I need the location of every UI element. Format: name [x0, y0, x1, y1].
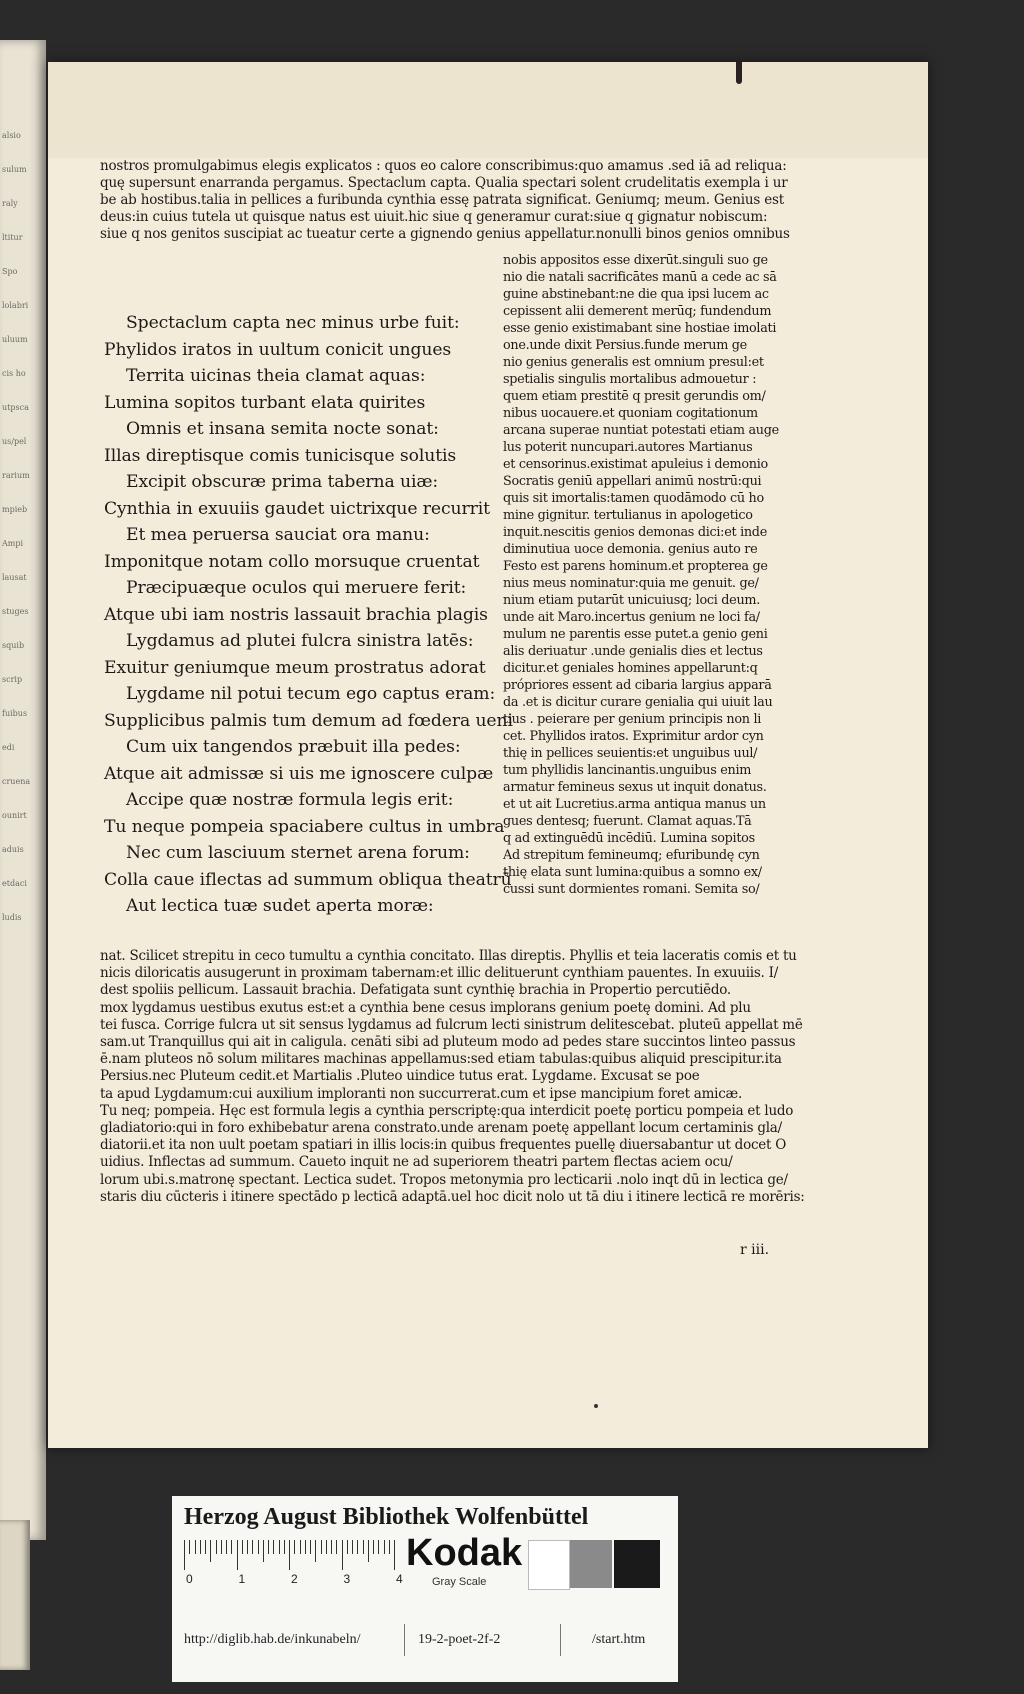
verse-line: Illas direptisque comis tunicisque solutis	[104, 445, 457, 466]
kodak-logo: Kodak	[406, 1532, 523, 1574]
ruler-tick	[237, 1540, 238, 1570]
ruler-tick	[315, 1540, 316, 1562]
ruler-number: 3	[343, 1572, 351, 1586]
catalog-url[interactable]: http://diglib.hab.de/inkunabeln/	[184, 1632, 361, 1647]
ruler-tick	[321, 1540, 322, 1554]
verse-line: Lygdamus ad plutei fulcra sinistra latēs:	[126, 631, 474, 651]
margin-fragment: raly	[2, 199, 18, 208]
text-line: nostros promulgabimus elegis explicatos : quos eo calore conscribimus:quo amamus .sed iā ad reliqua:	[100, 158, 787, 174]
text-line: lorum ubi.s.matronę spectant. Lectica sudet. Tropos metonymia pro lecticarii .nolo inqt dū in lectica ge/	[100, 1171, 788, 1188]
text-line: quę supersunt enarranda pergamus. Spectaclum capta. Qualia spectari solent crudelitatis exempla i ur	[100, 175, 788, 191]
margin-fragment: squib	[2, 641, 25, 650]
text-line: uidius. Inflectas ad summum. Caueto inquit ne ad superiorem theatri partem flectas aciem ocu/	[100, 1154, 733, 1171]
margin-fragment: ludis	[2, 913, 22, 922]
text-line: diatorii.et ita non uult poetam spatiari in illis locis:in quibus frequentes puellę diuersabantur ut docet O	[100, 1137, 787, 1154]
text-line: ē.nam pluteos nō solum militares machinas appellamus:sed etiam tabulas:quibus aliquid prescipitur.ita	[100, 1051, 782, 1068]
ruler-tick	[268, 1540, 269, 1554]
verse-line: Cynthia in exuuiis gaudet uictrixque recurrit	[104, 498, 490, 519]
ruler-tick	[310, 1540, 311, 1554]
verse-line: Cum uix tangendos præbuit illa pedes:	[126, 737, 461, 757]
commentary-line: spetialis singulis mortalibus admouetur :	[503, 372, 757, 387]
commentary-line: dicitur.et geniales homines appellarunt:q	[503, 661, 758, 676]
text-line: Persius.nec Pluteum cedit.et Martialis .Pluteo uindice tutus erat. Lygdame. Excusat se poe	[100, 1068, 700, 1085]
ruler-tick	[284, 1540, 285, 1554]
ruler-tick	[200, 1540, 201, 1554]
commentary-line: gues dentesq; fuerunt. Clamat aquas.Tā	[503, 814, 752, 829]
verse-line: Lumina sopitos turbant elata quirites	[104, 392, 426, 413]
ruler-tick	[326, 1540, 327, 1554]
commentary-line: Festo est parens hominum.et propterea ge	[503, 559, 768, 574]
commentary-line: quem etiam prestitē q presit gerundis om/	[503, 389, 766, 404]
verse-line: Imponitque notam collo morsuque cruentat	[104, 551, 480, 572]
shelfmark: 19-2-poet-2f-2	[418, 1632, 501, 1647]
ruler-tick	[305, 1540, 306, 1554]
verse-line: Territa uicinas theia clamat aquas:	[126, 366, 426, 386]
commentary-line: thię in pellices seuientis:et unguibus uul/	[503, 746, 758, 761]
catalog-row	[172, 1620, 678, 1660]
commentary-line: nio genius generalis est omnium presul:et	[503, 355, 764, 370]
ruler-tick	[373, 1540, 374, 1554]
ruler-tick	[221, 1540, 222, 1554]
commentary-line: Ad strepitum femineumq; efuribundę cyn	[503, 848, 760, 863]
ruler-tick	[384, 1540, 385, 1554]
margin-fragment: cis ho	[2, 369, 26, 378]
verse-line: Tu neque pompeia spaciabere cultus in umbra	[104, 816, 505, 837]
ruler-tick	[347, 1540, 348, 1554]
commentary-line: nium etiam putarūt unicuiusq; loci deum.	[503, 593, 760, 608]
text-line: Tu neq; pompeia. Hęc est formula legis a cynthia perscriptę:qua interdicit poetę porticu pompeia et ludo	[100, 1102, 794, 1119]
ruler-tick	[357, 1540, 358, 1554]
text-line: gladiatorio:qui in foro exhibebatur arena constrato.unde arenam poetę appellant locum certaminis gla/	[100, 1120, 782, 1137]
margin-fragment: stuges	[2, 607, 29, 616]
ruler-tick	[289, 1540, 290, 1570]
commentary-line: esse genio existimabant sine hostiae imolati	[503, 321, 777, 336]
margin-fragment: aduis	[2, 845, 24, 854]
commentary-line: diminutiua uoce demonia. genius auto re	[503, 542, 758, 557]
margin-fragment: us/pel	[2, 437, 27, 446]
verse-line: Phylidos iratos in uultum conicit ungues	[104, 339, 452, 360]
margin-fragment: Ampi	[2, 539, 24, 548]
page-dot	[594, 1404, 598, 1408]
bottom-commentary	[100, 948, 870, 1206]
verse-line: Aut lectica tuæ sudet aperta moræ:	[126, 896, 434, 916]
commentary-line: armatur femineus sexus ut inquit donatus.	[503, 780, 767, 795]
verse-line: Præcipuæque oculos qui meruere ferit:	[126, 578, 467, 598]
commentary-line: tius . peierare per genium principis non li	[503, 712, 762, 727]
text-line: tei fusca. Corrige fulcra ut sit sensus lygdamus ad fulcrum lecti sinistrum delitescebat. pluteū appellat mē	[100, 1016, 803, 1033]
commentary-line: nibus uocauere.et quoniam cogitationum	[503, 406, 758, 421]
ruler-tick	[378, 1540, 379, 1554]
ruler-number: 1	[238, 1572, 246, 1586]
text-line: staris diu cūcteris i itinere spectādo p lecticā adaptā.uel hoc dicit nolo ut tā diu i itinere lecticā re morēris:	[100, 1188, 805, 1205]
text-line: dest spoliis pellicum. Lassauit brachia. Defatigata sunt cynthię brachia in Propertio percutiēdo.	[100, 982, 731, 999]
text-line: sam.ut Tranquillus qui ait in caligula. cenāti sibi ad pluteum modo ad pedes stare succintos linteo passus	[100, 1034, 796, 1051]
commentary-line: alis deriuatur .unde genialis dies et lectus	[503, 644, 763, 659]
margin-fragment: fuibus	[2, 709, 28, 718]
ruler-tick	[389, 1540, 390, 1554]
commentary-line: et censorinus.existimat apuleius i demonio	[503, 457, 768, 472]
verse-line: Nec cum lasciuum sternet arena forum:	[126, 843, 470, 863]
verse-line: Atque ubi iam nostris lassauit brachia plagis	[104, 604, 488, 625]
start-link[interactable]: /start.htm	[592, 1632, 646, 1647]
margin-fragment: lausat	[2, 573, 27, 582]
ruler-number: 0	[186, 1572, 193, 1586]
commentary-line: one.unde dixit Persius.funde merum ge	[503, 338, 747, 353]
commentary-line: nius meus nominatur:quia me genuit. ge/	[503, 576, 759, 591]
verse-line: Spectaclum capta nec minus urbe fuit:	[126, 313, 460, 333]
margin-fragment: sulum	[2, 165, 27, 174]
commentary-line: tum phyllidis lancinantis.unguibus enim	[503, 763, 752, 778]
manuscript-page	[48, 62, 928, 1448]
verse-line: Atque ait admissæ si uis me ignoscere culpæ	[104, 763, 494, 784]
margin-fragment: etdaci	[2, 879, 27, 888]
scale-ruler	[184, 1540, 402, 1588]
ruler-tick	[363, 1540, 364, 1554]
ruler-tick	[195, 1540, 196, 1554]
ruler-tick	[242, 1540, 243, 1554]
commentary-line: lus poterit nuncupari.autores Martianus	[503, 440, 753, 455]
margin-fragment: scrip	[2, 675, 23, 684]
text-line: mox lygdamus uestibus exutus est:et a cynthia bene cesus implorans genium poetę domini. Ad plu	[100, 999, 751, 1016]
ruler-tick	[300, 1540, 301, 1554]
page-body	[48, 62, 928, 1448]
ruler-tick	[394, 1540, 395, 1570]
ruler-tick	[231, 1540, 232, 1554]
ruler-tick	[247, 1540, 248, 1554]
margin-fragment: cruena	[2, 777, 31, 786]
commentary-line: cussi sunt dormientes romani. Semita so/	[503, 882, 760, 897]
margin-fragment: lolabri	[2, 301, 29, 310]
ruler-tick	[210, 1540, 211, 1562]
margin-fragment: Spo	[2, 267, 18, 276]
side-commentary	[503, 252, 858, 898]
ruler-number: 4	[396, 1572, 403, 1586]
signature-mark: r iii.	[740, 1242, 770, 1258]
commentary-line: quis sit imortalis:tamen quodāmodo cū ho	[503, 491, 764, 506]
verse-line: Supplicibus palmis tum demum ad fœdera ueni	[104, 710, 513, 731]
text-line: nicis diloricatis ausugerunt in proximam tabernam:et illic delituerunt cynthiam pauentes. In exuuiis. I/	[100, 965, 779, 982]
ruler-tick	[352, 1540, 353, 1554]
library-title: Herzog August Bibliothek Wolfenbüttel	[184, 1504, 589, 1530]
commentary-line: arcana superae nuntiat potestati etiam auge	[503, 423, 779, 438]
gray-swatch	[570, 1540, 612, 1588]
verse-line: Et mea peruersa sauciat ora manu:	[126, 525, 430, 545]
verse-line: Excipit obscuræ prima taberna uiæ:	[126, 472, 439, 492]
commentary-line: Socratis geniū appellari animū nostrū:qui	[503, 474, 762, 489]
margin-fragment: alsio	[2, 131, 21, 140]
ruler-tick	[336, 1540, 337, 1554]
margin-fragment: mpieb	[2, 505, 28, 514]
ruler-tick	[368, 1540, 369, 1562]
ruler-tick	[279, 1540, 280, 1554]
commentary-line: própriores essent ad cibaria largius apparā	[503, 678, 772, 693]
commentary-line: q ad extinguēdū incēdiū. Lumina sopitos	[503, 831, 755, 846]
text-line: nat. Scilicet strepitu in ceco tumultu a cynthia concitato. Illas direptis. Phyllis et teia laceratis comis et tu	[100, 948, 797, 964]
commentary-line: nio die natali sacrificātes manū a cede ac sā	[503, 270, 777, 285]
verse-line: Colla caue iflectas ad summum obliqua theatrū	[104, 869, 512, 890]
color-target-card	[172, 1496, 678, 1682]
verse-line: Lygdame nil potui tecum ego captus eram:	[126, 684, 496, 704]
commentary-line: unde ait Maro.incertus genium ne loci fa/	[503, 610, 760, 625]
commentary-line: inquit.nescitis genios demonas dici:et inde	[503, 525, 767, 540]
ruler-tick	[263, 1540, 264, 1562]
text-line: ta apud Lygdamum:cui auxilium imploranti non succurrerat.cum et ipse mancipium foret amicæ.	[100, 1085, 743, 1102]
black-swatch	[614, 1540, 660, 1588]
margin-fragment: edi	[2, 743, 15, 752]
left-facing-page	[0, 40, 46, 1540]
ruler-tick	[189, 1540, 190, 1554]
text-line: deus:in cuius tutela ut quisque natus est uiuit.hic siue q generamur curat:siue q gignatur nobiscum:	[100, 209, 768, 225]
ruler-tick	[342, 1540, 343, 1570]
commentary-line: mine gignitur. tertulianus in apologetico	[503, 508, 753, 523]
text-line: siue q nos genitos suscipiat ac tueatur certe a gignendo genius appellatur.nonulli binos genios omnibus	[100, 226, 790, 242]
ruler-tick	[273, 1540, 274, 1554]
commentary-line: cepissent alii demerent merūq; fundendum	[503, 304, 772, 319]
verse-line: Exuitur geniumque meum prostratus adorat	[104, 657, 486, 678]
margin-fragment: rarium	[2, 471, 30, 480]
commentary-line: et ut ait Lucretius.arma antiqua manus un	[503, 797, 766, 812]
ruler-tick	[226, 1540, 227, 1554]
elegy-verses	[104, 310, 554, 920]
margin-fragment: ounirt	[2, 811, 27, 820]
commentary-line: nobis appositos esse dixerūt.singuli suo ge	[503, 253, 768, 268]
ruler-tick	[184, 1540, 185, 1570]
ruler-tick	[205, 1540, 206, 1554]
ruler-tick	[294, 1540, 295, 1554]
text-line: be ab hostibus.talia in pellices a furibunda cynthia essę patrata significat. Geniumq; meum. Genius est	[100, 192, 784, 208]
ruler-tick	[216, 1540, 217, 1554]
left-page-edge	[0, 1520, 30, 1670]
margin-fragment: ltitur	[2, 233, 23, 242]
gray-scale-label: Gray Scale	[432, 1576, 487, 1588]
ruler-tick	[252, 1540, 253, 1554]
commentary-line: guine abstinebant:ne die qua ipsi lucem ac	[503, 287, 769, 302]
commentary-line: thię elata sunt lumina:quibus a somno ex/	[503, 865, 762, 880]
margin-fragment: utpsca	[2, 403, 29, 412]
commentary-line: mulum ne parentis esse putet.a genio geni	[503, 627, 768, 642]
commentary-line: da .et is dicitur curare genialia qui uiuit lau	[503, 695, 773, 710]
ruler-number: 2	[291, 1572, 298, 1586]
margin-fragment: uluum	[2, 335, 28, 344]
top-commentary	[100, 158, 840, 243]
ruler-tick	[258, 1540, 259, 1554]
commentary-line: cet. Phyllidos iratos. Exprimitur ardor cyn	[503, 729, 764, 744]
white-swatch	[528, 1540, 570, 1590]
verse-line: Accipe quæ nostræ formula legis erit:	[126, 790, 454, 810]
verse-line: Omnis et insana semita nocte sonat:	[126, 419, 439, 439]
ruler-tick	[331, 1540, 332, 1554]
